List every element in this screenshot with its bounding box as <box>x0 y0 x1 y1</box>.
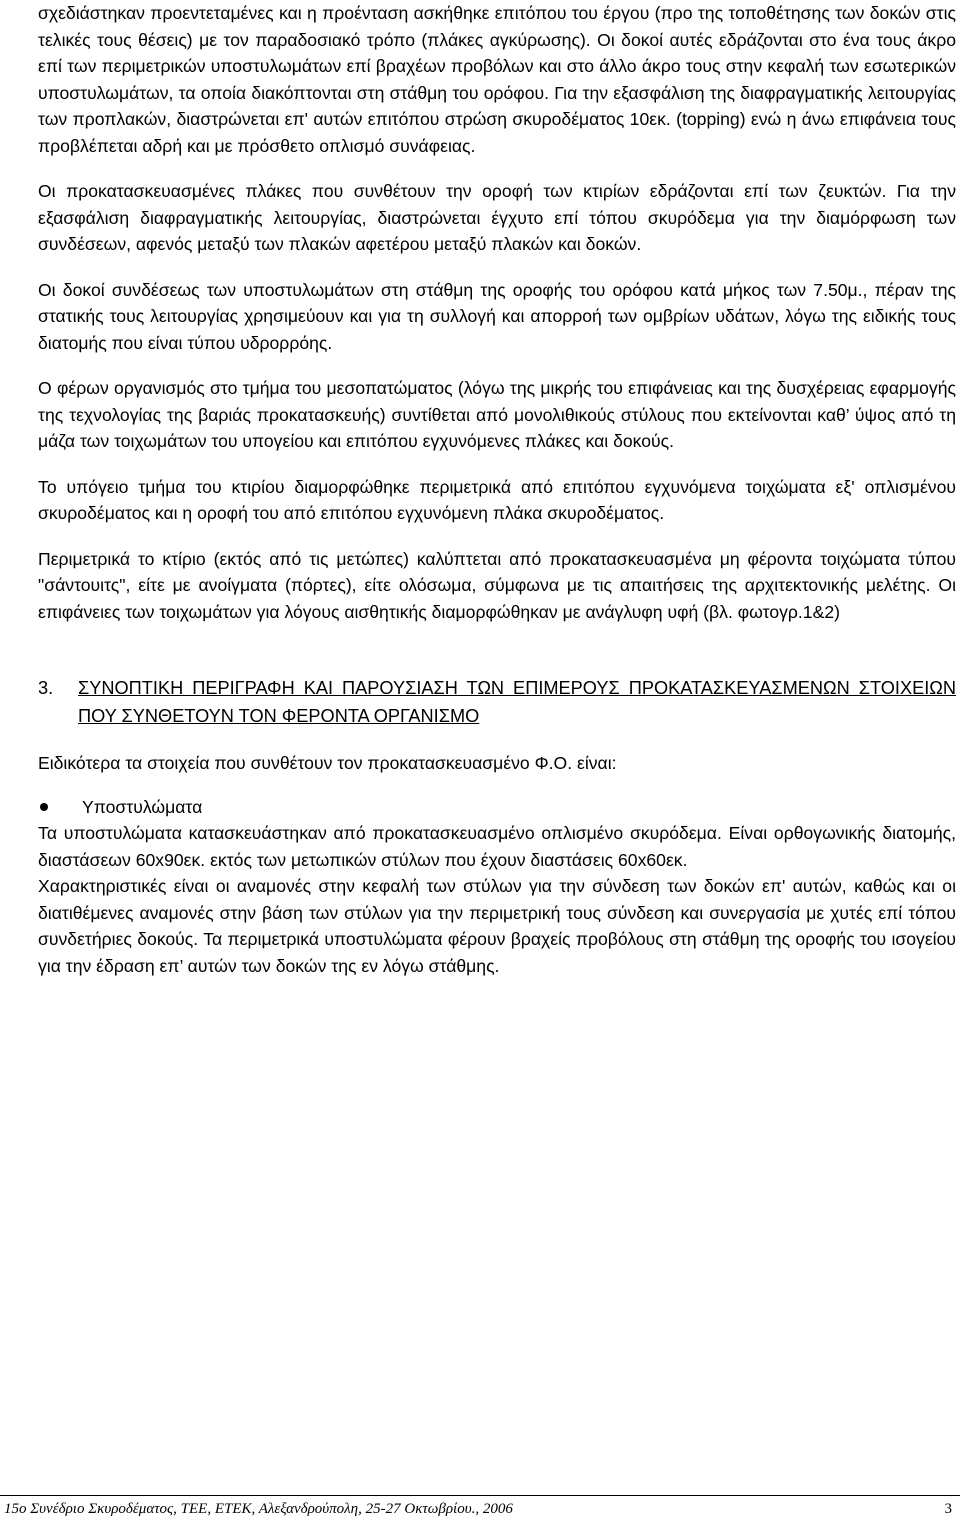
paragraph-mezzanine: Ο φέρων οργανισμός στο τμήμα του μεσοπατώματος (λόγω της μικρής του επιφάνειας και της δυσχέρειας εφαρμογής της τεχνολογίας της βαριάς προκατασκευής) συντίθεται από μονολιθικούς στύλους που εκτείνονται καθ’ ύψος από τη μάζα των τοιχωμάτων του υπογείου και επιτόπου εγχυνόμενες πλάκες και δοκούς. <box>38 378 956 451</box>
paragraph-columns-material: Τα υποστυλώματα κατασκευάστηκαν από προκατασκευασμένο οπλισμένο σκυρόδεμα. Είναι ορθογωνικής διατομής, διαστάσεων 60x90εκ. εκτός των μετωπικών στύλων που έχουν διαστάσεις 60x60εκ. <box>38 823 956 870</box>
section-number: 3. <box>38 678 54 698</box>
bullet-dot-icon <box>40 803 48 811</box>
bullet-item <box>38 794 956 821</box>
page-body <box>38 0 956 979</box>
intro-paragraph: Ειδικότερα τα στοιχεία που συνθέτουν τον προκατασκευασμένο Φ.Ο. είναι: <box>38 753 617 773</box>
paragraph-precast-beams: σχεδιάστηκαν προεντεταμένες και η προένταση ασκήθηκε επιτόπου του έργου (προ της τοποθέτησης των δοκών στις τελικές τους θέσεις) με τον παραδοσιακό τρόπο (πλάκες αγκύρωσης). Οι δοκοί αυτές εδράζονται στο ένα τους άκρο επί των περιμετρικών υποστυλωμάτων επί βραχέων προβόλων και στο άλλο άκρο τους στην κεφαλή των εσωτερικών υποστυλωμάτων, τα οποία διακόπτονται στη στάθμη του ορόφου. Για την εξασφάλιση της διαφραγματικής λειτουργίας των προπλακών, διαστρώνεται επ' αυτών επιτόπου στρώση σκυροδέματος 10εκ. (topping) ενώ η άνω επιφάνεια τους προβλέπεται αδρή και με πρόσθετο οπλισμό συνάφειας. <box>38 3 956 156</box>
footer-page-number: 3 <box>944 1501 952 1517</box>
page-footer <box>0 1495 960 1523</box>
footer-conference-text: 15ο Συνέδριο Σκυροδέματος, ΤΕΕ, ΕΤΕΚ, Αλεξανδρούπολη, 25-27 Οκτωβρίου., 2006 <box>4 1501 513 1517</box>
paragraph-connection-beams: Οι δοκοί συνδέσεως των υποστυλωμάτων στη στάθμη της οροφής του ορόφου κατά μήκος των 7.50μ., πέραν της στατικής τους λειτουργίας χρησιμεύουν και για τη συλλογή και απορροή των ομβρίων υδάτων, λόγω της ειδικής τους διατομής που είναι τύπου υδρορρόης. <box>38 279 956 353</box>
bullet-item-label: Υποστυλώματα <box>82 796 203 817</box>
section-title: ΣΥΝΟΠΤΙΚΗ ΠΕΡΙΓΡΑΦΗ ΚΑΙ ΠΑΡΟΥΣΙΑΣΗ ΤΩΝ ΕΠΙΜΕΡΟΥΣ ΠΡΟΚΑΤΑΣΚΕΥΑΣΜΕΝΩΝ ΣΤΟΙΧΕΙΩΝ ΠΟΥ ΣΥΝΘΕΤΟΥΝ ΤΟΝ ΦΕΡΟΝΤΑ ΟΡΓΑΝΙΣΜΟ <box>78 678 956 726</box>
paragraph-basement: Το υπόγειο τμήμα του κτιρίου διαμορφώθηκε περιμετρικά από επιτόπου εγχυνόμενα τοιχώματα εξ' οπλισμένου σκυροδέματος και η οροφή του από επιτόπου εγχυνόμενη πλάκα σκυροδέματος. <box>38 476 956 523</box>
paragraph-roof-slabs: Οι προκατασκευασμένες πλάκες που συνθέτουν την οροφή των κτιρίων εδράζονται επί των ζευκτών. Για την εξασφάλιση διαφραγματικής λειτουργίας, διαστρώνεται έγχυτο επί τόπου σκυρόδεμα για την διαμόρφωση των συνδέσεων, αφενός μεταξύ των πλακών αφετέρου μεταξύ πλακών και δοκών. <box>38 181 956 254</box>
section-heading <box>38 674 956 730</box>
footer-rule <box>0 1495 960 1496</box>
paragraph-sandwich-panels: Περιμετρικά το κτίριο (εκτός από τις μετώπες) καλύπτεται από προκατασκευασμένα μη φέροντα τοιχώματα τύπου "σάντουιτς", είτε με ανοίγματα (πόρτες), είτε ολόσωμα, σύμφωνα με τις απαιτήσεις της αρχιτεκτονικής μελέτης. Οι επιφάνειες των τοιχωμάτων για λόγους αισθητικής διαμορφώθηκαν με ανάγλυφη υφή (βλ. φωτογρ.1&2) <box>38 548 956 622</box>
paragraph-columns-connections: Χαρακτηριστικές είναι οι αναμονές στην κεφαλή των στύλων για την σύνδεση των δοκών επ' αυτών, καθώς και οι διατιθέμενες αναμονές στην βάση των στύλων για την περιμετρική τους σύνδεση και συνεργασία με χυτές επί τόπου συνδετήριες δοκούς. Τα περιμετρικά υποστυλώματα φέρουν βραχείς προβόλους στη στάθμη της οροφής του ισογείου για την έδραση επ’ αυτών των δοκών της εν λόγω στάθμης. <box>38 876 956 976</box>
